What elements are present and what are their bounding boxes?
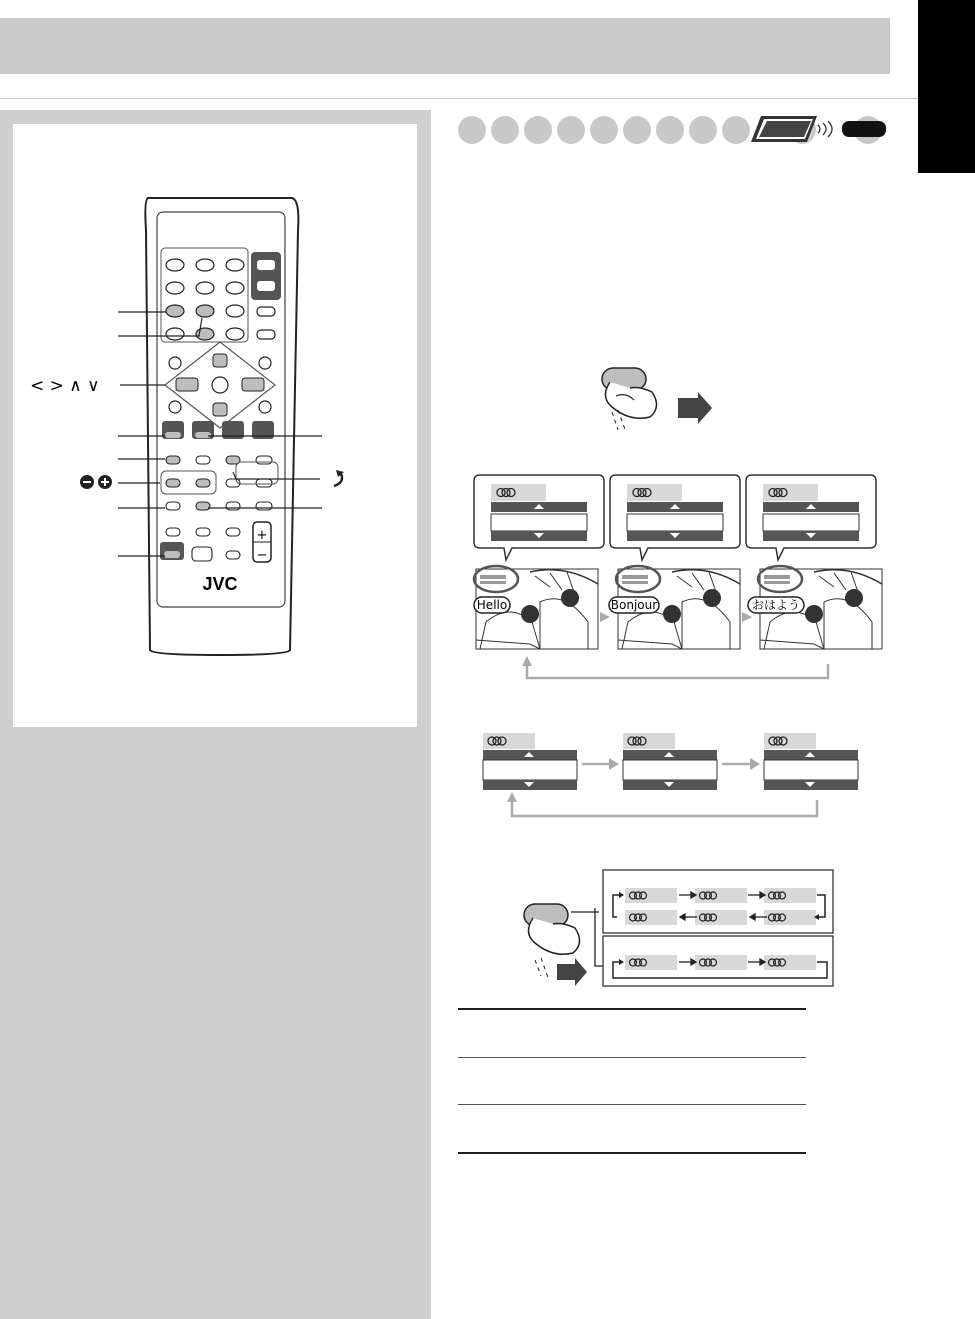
volume-minus-glyph: − — [256, 548, 268, 563]
remote-button-a — [166, 305, 184, 317]
table-rule — [458, 1057, 806, 1058]
cursor-keys-label: < > ∧ ∨ — [30, 376, 100, 396]
arrow-right-icon — [678, 392, 712, 424]
volume-plus-glyph: + — [256, 528, 268, 543]
header-rule — [0, 98, 975, 99]
audio-cycle-illustration — [478, 728, 868, 828]
subtitle-sample-english: Hello — [476, 598, 508, 612]
subtitle-sequence-illustration — [470, 472, 890, 687]
repeat-mode-illustration — [515, 868, 840, 993]
disc-icon — [745, 110, 890, 150]
language-tab — [918, 0, 975, 173]
remote-brand-logo: JVC — [202, 574, 238, 594]
table-rule-bottom — [458, 1152, 806, 1154]
table-rule-top — [458, 1008, 806, 1010]
header-band — [0, 18, 890, 74]
finger-press-icon — [590, 362, 720, 437]
table-rule — [458, 1104, 806, 1105]
power-button-group — [251, 252, 281, 300]
subtitle-sample-french: Bonjour — [610, 598, 658, 612]
remote-button-b — [196, 305, 214, 317]
subtitle-sample-japanese: おはよう — [751, 598, 801, 612]
remote-control-illustration — [0, 110, 431, 730]
